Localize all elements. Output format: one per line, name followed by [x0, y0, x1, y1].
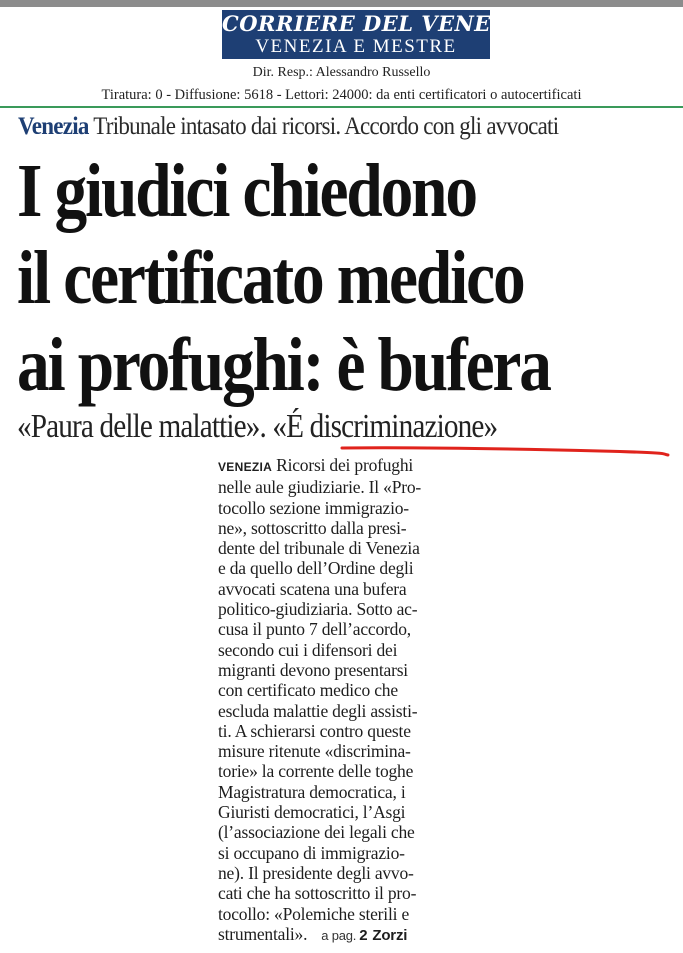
newspaper-masthead	[222, 10, 526, 59]
body-line: ti. A schierarsi contro queste	[218, 720, 411, 741]
top-border	[0, 0, 683, 7]
article-subhead: «Paura delle malattie». «É discriminazione»	[17, 408, 498, 445]
body-line: dente del tribunale di Venezia	[218, 538, 420, 559]
body-line	[218, 924, 472, 946]
author-name: Zorzi	[372, 926, 408, 944]
body-line: cati che ha sottoscritto il pro-	[218, 883, 417, 904]
body-line: politico-giudiziaria. Sotto ac-	[218, 599, 418, 620]
body-line: escluda malattie degli assisti-	[218, 700, 418, 721]
article-body	[218, 455, 472, 946]
page-number: 2	[359, 926, 368, 944]
body-line: si occupano di immigrazio-	[218, 842, 405, 863]
body-line: cusa il punto 7 dell’accordo,	[218, 619, 411, 640]
kicker-text: Tribunale intasato dai ricorsi. Accordo con gli avvocati	[93, 113, 559, 140]
header-divider	[0, 106, 683, 108]
body-line-text: strumentali».	[218, 923, 308, 944]
page-reference: a pag.	[321, 927, 357, 943]
body-line: con certificato medico che	[218, 680, 398, 701]
article-kicker	[18, 112, 625, 142]
body-line: Magistratura democratica, i	[218, 781, 406, 802]
article-headline	[17, 148, 619, 409]
masthead-subtitle: VENEZIA E MESTRE	[255, 36, 457, 57]
body-line: tocollo: «Polemiche sterili e	[218, 903, 410, 924]
body-line: ne). Il presidente degli avvo-	[218, 862, 414, 883]
masthead-title: CORRIERE DEL VENETO	[222, 11, 526, 36]
body-line: e da quello dell’Ordine degli	[218, 558, 414, 579]
kicker-place: Venezia	[18, 113, 89, 140]
body-line: secondo cui i difensori dei	[218, 639, 398, 660]
body-line: migranti devono presentarsi	[218, 659, 408, 680]
body-line: misure ritenute «discrimina-	[218, 741, 411, 762]
body-line: Giuristi democratici, l’Asgi	[218, 802, 406, 823]
editor-line: Dir. Resp.: Alessandro Russello	[252, 65, 431, 80]
headline-line: il certificato medico	[17, 236, 524, 320]
body-line: torie» la corrente delle toghe	[218, 761, 414, 782]
dateline: VENEZIA	[218, 460, 273, 474]
body-line-text: Ricorsi dei profughi	[276, 455, 414, 475]
headline-line: I giudici chiedono	[17, 149, 476, 233]
body-line: avvocati scatena una bufera	[218, 578, 407, 599]
circulation-line: Tiratura: 0 - Diffusione: 5618 - Lettori: 24000: da enti certificatori o autocertificati	[101, 87, 582, 103]
headline-line: ai profughi: è bufera	[17, 323, 550, 407]
body-line: ne», sottoscritto dalla presi-	[218, 517, 407, 538]
body-line: nelle aule giudiziarie. Il «Pro-	[218, 477, 422, 498]
body-line: (l’associazione dei legali che	[218, 822, 415, 843]
body-line	[218, 455, 472, 477]
body-line: tocollo sezione immigrazio-	[218, 497, 409, 518]
